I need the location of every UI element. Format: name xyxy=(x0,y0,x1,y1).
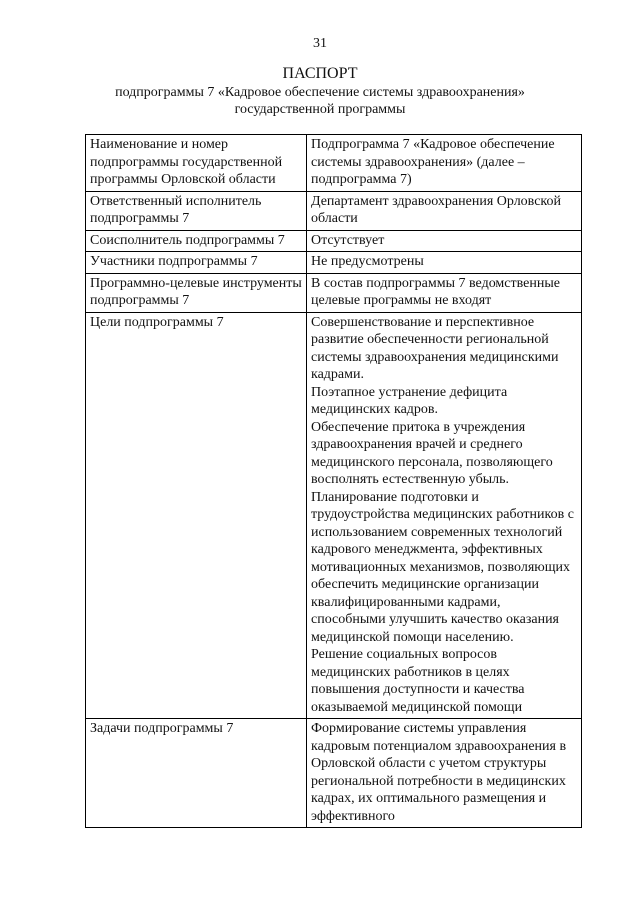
row-label: Ответственный исполнитель подпрограммы 7 xyxy=(86,191,307,230)
row-value xyxy=(307,230,582,252)
row-value xyxy=(307,719,582,828)
value-paragraph: Департамент здравоохранения Орловской области xyxy=(311,193,562,226)
document-heading xyxy=(0,64,640,118)
document-subtitle-line-1: подпрограммы 7 «Кадровое обеспечение системы здравоохранения» xyxy=(115,85,525,100)
row-label: Программно-целевые инструменты подпрограммы 7 xyxy=(86,273,307,312)
value-paragraph: В состав подпрограммы 7 ведомственные целевые программы не входят xyxy=(311,275,560,308)
table-row xyxy=(86,191,582,230)
value-paragraph: Обеспечение притока в учреждения здравоохранения врачей и среднего медицинского персонала, позволяющего восполнять естественную убыль. xyxy=(311,419,553,487)
row-label: Соисполнитель подпрограммы 7 xyxy=(86,230,307,252)
page-number: 31 xyxy=(313,36,327,51)
table-row xyxy=(86,135,582,192)
table-row xyxy=(86,273,582,312)
table-row xyxy=(86,312,582,719)
row-value xyxy=(307,191,582,230)
table-row xyxy=(86,252,582,274)
value-paragraph: Отсутствует xyxy=(311,232,385,248)
value-paragraph: Подпрограмма 7 «Кадровое обеспечение системы здравоохранения» (далее – подпрограмма 7) xyxy=(311,137,555,187)
value-paragraph: Совершенствование и перспективное развитие обеспеченности региональной системы здравоохранения медицинскими кадрами. xyxy=(311,314,559,382)
document-subtitle-line-2: государственной программы xyxy=(234,102,406,117)
row-value xyxy=(307,252,582,274)
value-paragraph: Поэтапное устранение дефицита медицинских кадров. xyxy=(311,384,508,417)
row-label: Задачи подпрограммы 7 xyxy=(86,719,307,828)
value-paragraph: Планирование подготовки и трудоустройства медицинских работников с использованием современных технологий кадрового менеджмента, эффективных мотивационных механизмов, позволяющих обеспечить медицинские организации квалифицированными кадрами, способными улучшить качество оказания медицинской помощи населению. xyxy=(311,489,574,645)
row-label: Цели подпрограммы 7 xyxy=(86,312,307,719)
value-paragraph: Формирование системы управления кадровым потенциалом здравоохранения в Орловской области с учетом структуры региональной потребности в медицинских кадрах, их оптимального размещения и эффективного xyxy=(311,721,567,824)
table-row xyxy=(86,230,582,252)
document-title: ПАСПОРТ xyxy=(282,65,358,82)
value-paragraph: Решение социальных вопросов медицинских работников в целях повышения доступности и качества оказываемой медицинской помощи xyxy=(311,647,525,715)
value-paragraph: Не предусмотрены xyxy=(311,254,424,269)
row-label: Участники подпрограммы 7 xyxy=(86,252,307,274)
row-label: Наименование и номер подпрограммы государственной программы Орловской области xyxy=(86,135,307,192)
table-row xyxy=(86,719,582,828)
row-value xyxy=(307,135,582,192)
passport-table xyxy=(85,134,582,828)
row-value xyxy=(307,312,582,719)
row-value xyxy=(307,273,582,312)
